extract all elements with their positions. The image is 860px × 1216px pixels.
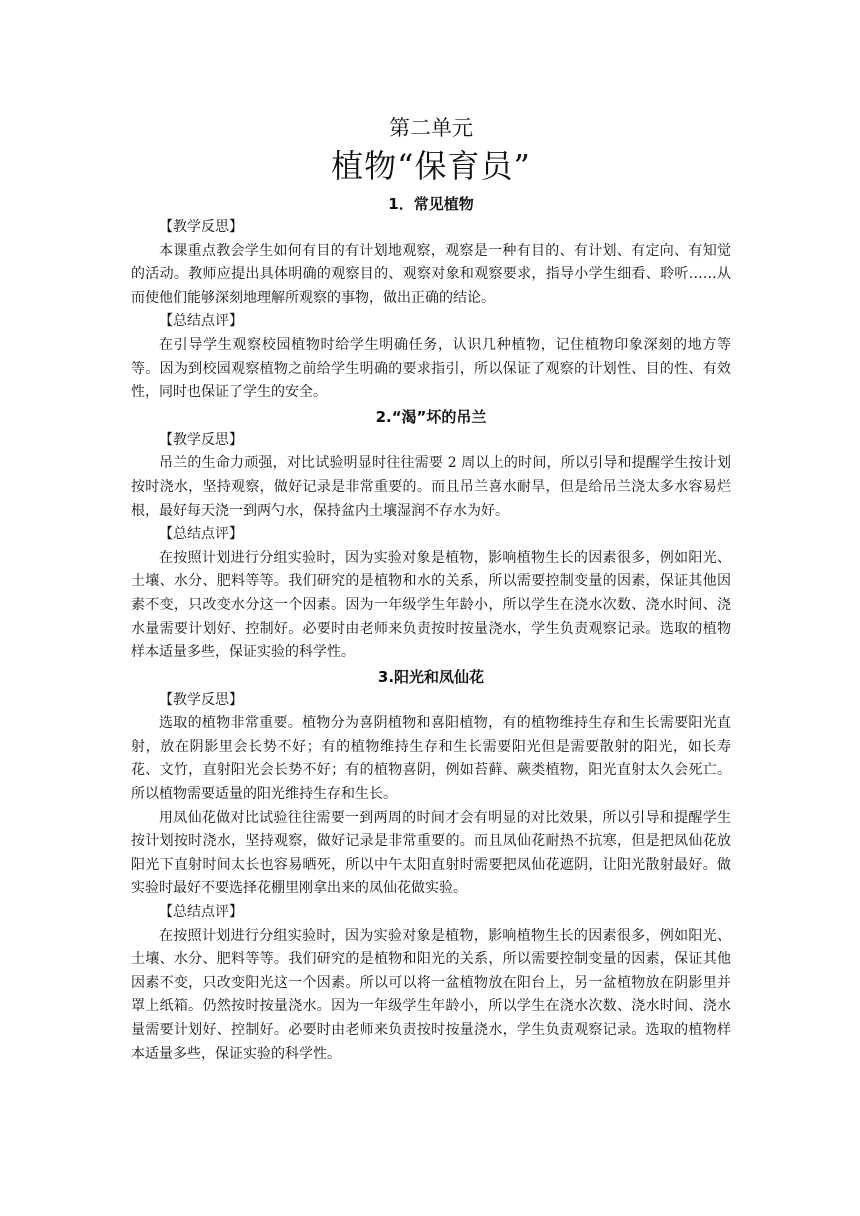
summary-comment-label: 【总结点评】 — [159, 313, 243, 330]
summary-paragraph: 在引导学生观察校园植物时给学生明确任务，认识几种植物，记住植物印象深刻的地方等等。因为到校园观察植物之前给学生明确的要求指引，所以保证了观察的计划性、目的性、有效性，同时也保证了学生的安全。 — [131, 336, 731, 401]
reflection-paragraph: 本课重点教会学生如何有目的有计划地观察，观察是一种有目的、有计划、有定向、有知觉的活动。教师应提出具体明确的观察目的、观察对象和观察要求，指导小学生细看、聆听……从而使他们能够深刻地理解所观察的事物，做出正确的结论。 — [131, 242, 731, 306]
summary-paragraph: 在按照计划进行分组实验时，因为实验对象是植物，影响植物生长的因素很多，例如阳光、土壤、水分、肥料等等。我们研究的是植物和阳光的关系，所以需要控制变量的因素，保证其他因素不变，只改变阳光这一个因素。所以可以将一盆植物放在阳台上，另一盆植物放在阴影里并罩上纸箱。仍然按时按量浇水。因为一年级学生年龄小，所以学生在浇水次数、浇水时间、浇水量需要计划好、控制好。必要时由老师来负责按时按量浇水，学生负责观察记录。选取的植物样本适量多些，保证实验的科学性。 — [131, 927, 731, 1062]
main-title: 植物“保育员” — [331, 147, 531, 185]
section-title: 2.“渴”坏的吊兰 — [375, 407, 487, 426]
teaching-reflection-label: 【教学反思】 — [159, 219, 243, 235]
section-title: 1．常见植物 — [388, 195, 474, 213]
reflection-paragraph: 吊兰的生命力顽强，对比试验明显时往往需要 2 周以上的时间，所以引导和提醒学生按计划按时浇水，坚持观察，做好记录是非常重要的。而且吊兰喜水耐旱，但是给吊兰浇太多水容易烂根，最好每天浇一到两勺水，保持盆内土壤湿润不存水为好。 — [131, 455, 731, 519]
summary-comment-label: 【总结点评】 — [159, 526, 243, 543]
summary-comment-label: 【总结点评】 — [159, 904, 243, 921]
section-common-plants — [131, 192, 731, 405]
section-sunlight-and-balsam — [131, 665, 731, 1067]
summary-paragraph: 在按照计划进行分组实验时，因为实验对象是植物，影响植物生长的因素很多，例如阳光、土壤、水分、肥料等等。我们研究的是植物和水的关系，所以需要控制变量的因素，保证其他因素不变，只改变水分这一个因素。因为一年级学生年龄小，所以学生在浇水次数、浇水时间、浇水量需要计划好、控制好。必要时由老师来负责按时按量浇水，学生负责观察记录。选取的植物样本适量多些，保证实验的科学性。 — [131, 549, 731, 661]
teaching-reflection-label: 【教学反思】 — [159, 431, 243, 448]
section-thirsty-spider-plant — [131, 405, 731, 665]
reflection-paragraph: 用凤仙花做对比试验往往需要一到两周的时间才会有明显的对比效果，所以引导和提醒学生按计划按时浇水，坚持观察，做好记录是非常重要的。而且凤仙花耐热不抗寒，但是把凤仙花放阳光下直射时间太长也容易晒死，所以中午太阳直射时需要把凤仙花遮阴，让阳光散射最好。做实验时最好不要选择花棚里刚拿出来的凤仙花做实验。 — [131, 809, 731, 897]
reflection-paragraph: 选取的植物非常重要。植物分为喜阴植物和喜阳植物，有的植物维持生存和生长需要阳光直射，放在阴影里会长势不好；有的植物维持生存和生长需要阳光但是需要散射的阳光，如长寿花、文竹，直射阳光会长势不好；有的植物喜阴，例如苔藓、蕨类植物，阳光直射太久会死亡。所以植物需要适量的阳光维持生存和生长。 — [131, 715, 731, 803]
section-title: 3.阳光和凤仙花 — [377, 667, 485, 686]
unit-title: 第二单元 — [389, 116, 473, 140]
teaching-reflection-label: 【教学反思】 — [159, 691, 243, 708]
document-content — [131, 112, 731, 1066]
